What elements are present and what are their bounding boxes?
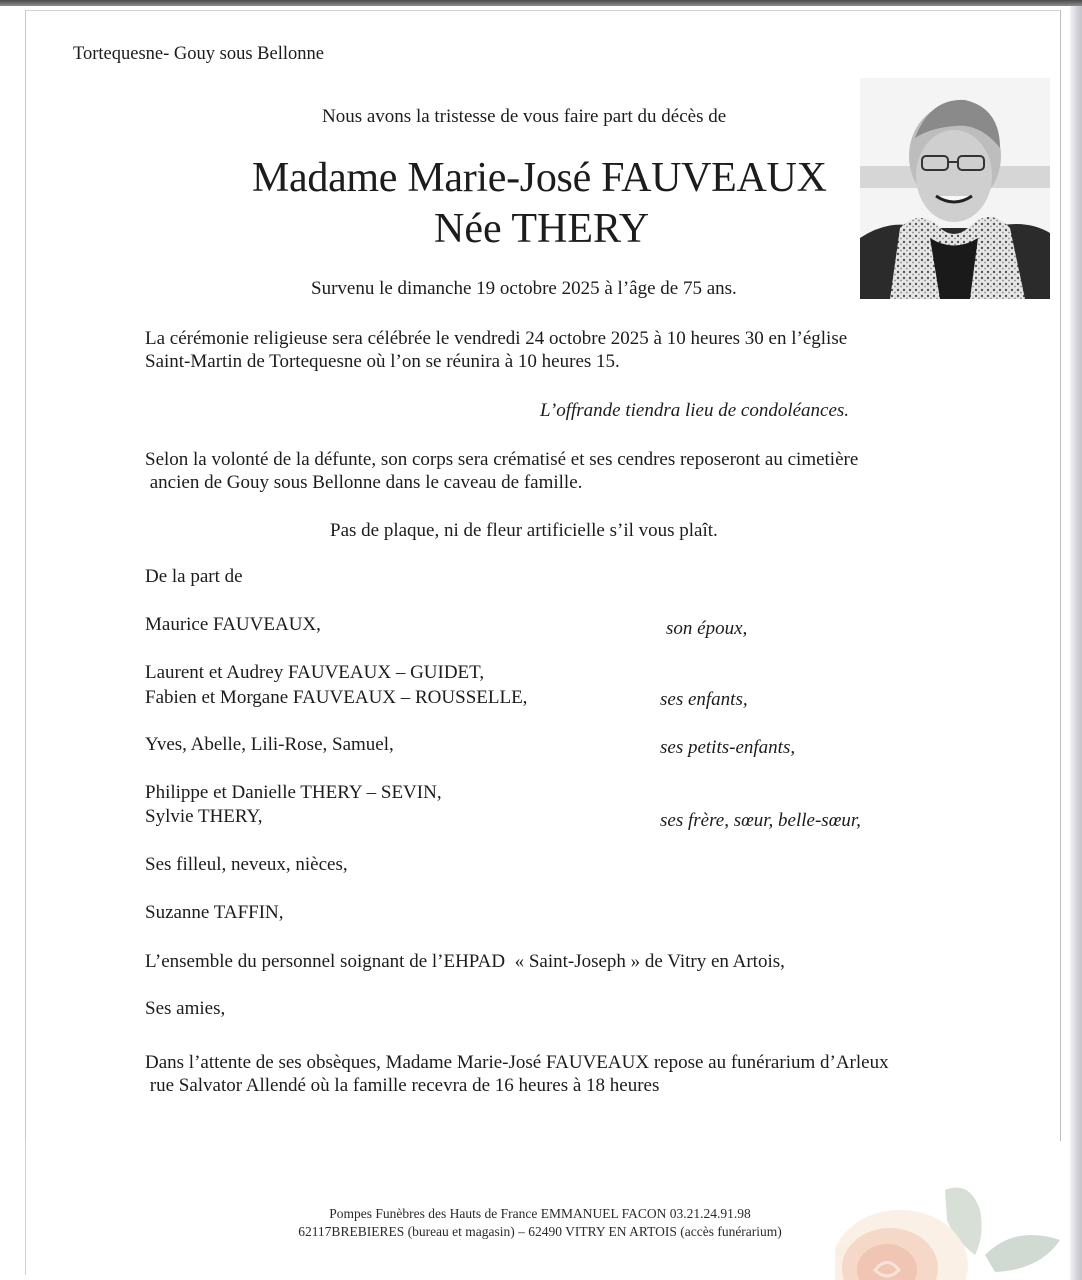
- family-name: Ses amies,: [145, 998, 226, 1019]
- family-heading: De la part de: [145, 566, 243, 587]
- ceremony-line-2: Saint-Martin de Tortequesne où l’on se réunira à 10 heures 15.: [145, 351, 620, 372]
- footer-line-2: 62117BREBIERES (bureau et magasin) – 62490 VITRY EN ARTOIS (accès funérarium): [298, 1224, 782, 1239]
- rose-decoration: [835, 1160, 1070, 1280]
- location-header: Tortequesne- Gouy sous Bellonne: [73, 44, 324, 64]
- family-name: Yves, Abelle, Lili-Rose, Samuel,: [145, 734, 394, 755]
- scan-right-edge: [1070, 6, 1082, 1280]
- page-border-left: [25, 1140, 26, 1275]
- leaf-right: [985, 1235, 1060, 1272]
- visitation-line-1: Dans l’attente de ses obsèques, Madame Marie-José FAUVEAUX repose au funérarium d’Arleux: [145, 1052, 889, 1073]
- deceased-name: Madame Marie-José FAUVEAUX: [252, 155, 827, 201]
- family-name: L’ensemble du personnel soignant de l’EHPAD « Saint-Joseph » de Vitry en Artois,: [145, 951, 785, 972]
- family-relation: ses enfants,: [660, 689, 748, 710]
- maiden-name: Née THERY: [434, 206, 650, 252]
- family-name: Maurice FAUVEAUX,: [145, 614, 321, 635]
- offering-note: L’offrande tiendra lieu de condoléances.: [540, 400, 850, 421]
- family-relation: ses petits-enfants,: [660, 737, 796, 758]
- funeral-home-footer: [250, 1205, 830, 1241]
- family-name: Sylvie THERY,: [145, 806, 263, 827]
- death-info: Survenu le dimanche 19 octobre 2025 à l’âge de 75 ans.: [311, 278, 737, 299]
- family-name: Philippe et Danielle THERY – SEVIN,: [145, 782, 442, 803]
- family-name: Suzanne TAFFIN,: [145, 902, 284, 923]
- scan-top-edge: [0, 0, 1082, 6]
- announcement-intro: Nous avons la tristesse de vous faire part du décès de: [322, 106, 727, 127]
- family-name: Fabien et Morgane FAUVEAUX – ROUSSELLE,: [145, 687, 528, 708]
- face: [916, 130, 992, 222]
- cremation-line-1: Selon la volonté de la défunte, son corps sera crématisé et ses cendres reposeront au cimetière: [145, 449, 859, 470]
- family-relation: ses frère, sœur, belle-sœur,: [660, 810, 861, 831]
- family-name: Ses filleul, neveux, nièces,: [145, 854, 348, 875]
- family-relation: son époux,: [666, 618, 748, 639]
- footer-line-1: Pompes Funèbres des Hauts de France EMMANUEL FACON 03.21.24.91.98: [329, 1206, 751, 1221]
- portrait-photo: [860, 78, 1050, 299]
- portrait-illustration: [860, 78, 1050, 299]
- visitation-line-2: rue Salvator Allendé où la famille recevra de 16 heures à 18 heures: [145, 1075, 660, 1096]
- family-name: Laurent et Audrey FAUVEAUX – GUIDET,: [145, 662, 485, 683]
- flowers-note: Pas de plaque, ni de fleur artificielle s’il vous plaît.: [330, 520, 718, 541]
- cremation-line-2: ancien de Gouy sous Bellonne dans le caveau de famille.: [145, 472, 583, 493]
- ceremony-line-1: La cérémonie religieuse sera célébrée le vendredi 24 octobre 2025 à 10 heures 30 en l’église: [145, 328, 848, 349]
